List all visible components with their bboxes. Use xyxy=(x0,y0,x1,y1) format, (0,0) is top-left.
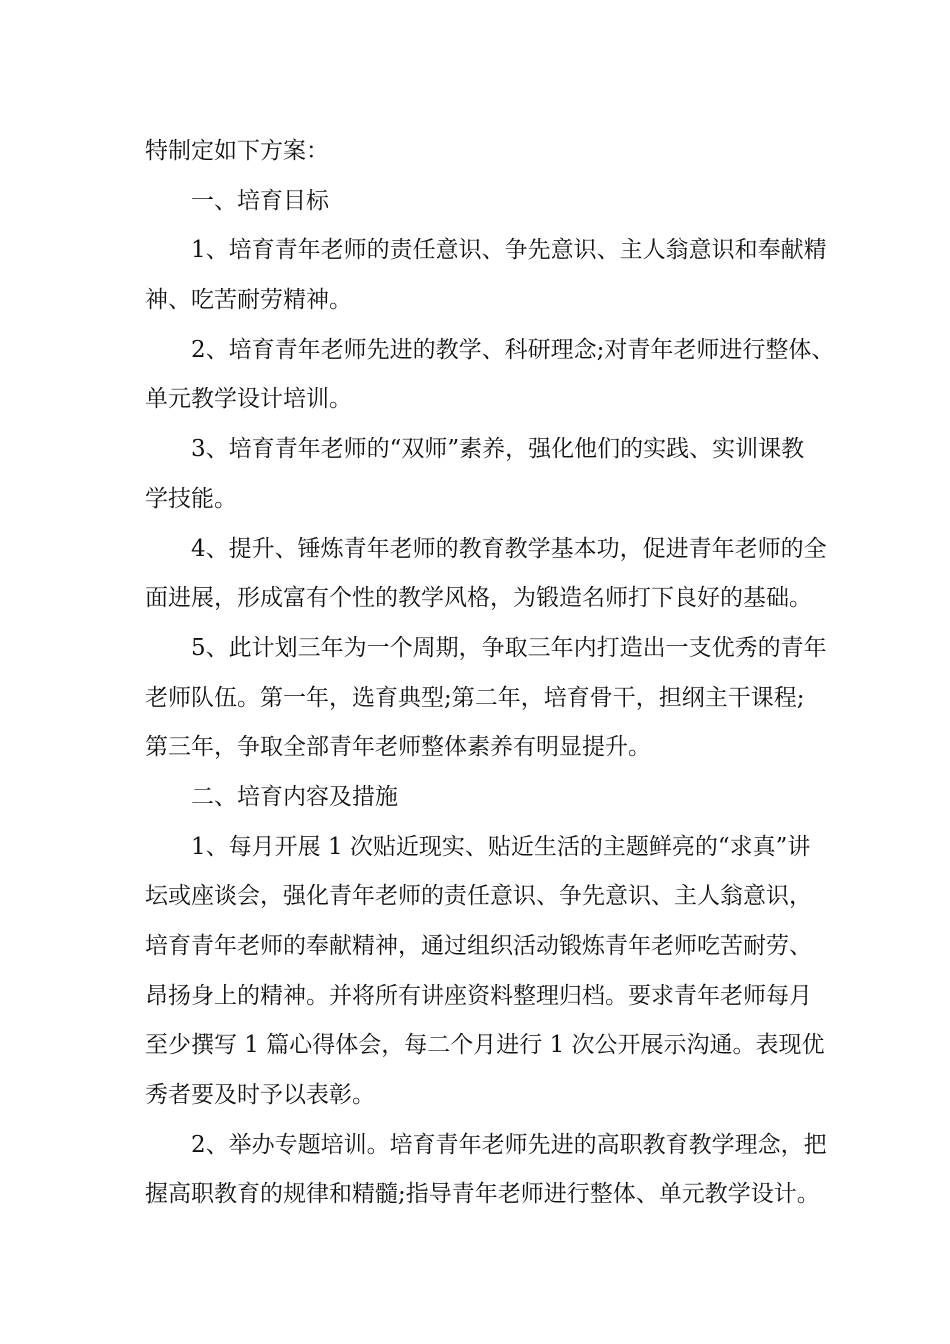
text-line-10: 面进展，形成富有个性的教学风格，为锻造名师打下良好的基础。 xyxy=(145,585,812,612)
text-line-5: 2、培育青年老师先进的教学、科研理念;对青年老师进行整体、 xyxy=(191,336,835,363)
text-line-8: 学技能。 xyxy=(145,485,237,512)
text-line-11: 5、此计划三年为一个周期，争取三年内打造出一支优秀的青年 xyxy=(191,634,827,661)
text-line-15: 1、每月开展 1 次贴近现实、贴近生活的主题鲜亮的“求真”讲 xyxy=(191,833,811,860)
text-line-3: 1、培育青年老师的责任意识、争先意识、主人翁意识和奉献精 xyxy=(191,237,827,264)
text-line-22: 握高职教育的规律和精髓;指导青年老师进行整体、单元教学设计。 xyxy=(145,1181,820,1208)
section-heading-content: 二、培育内容及措施 xyxy=(191,783,398,810)
text-line-19: 至少撰写 1 篇心得体会，每二个月进行 1 次公开展示沟通。表现优 xyxy=(145,1032,825,1059)
section-heading-goals: 一、培育目标 xyxy=(191,187,329,214)
text-line-20: 秀者要及时予以表彰。 xyxy=(145,1082,375,1109)
text-line-13: 第三年，争取全部青年老师整体素养有明显提升。 xyxy=(145,734,651,761)
text-line-18: 昂扬身上的精神。并将所有讲座资料整理归档。要求青年老师每月 xyxy=(145,982,812,1009)
text-line-12: 老师队伍。第一年，选育典型;第二年，培育骨干，担纲主干课程; xyxy=(145,684,805,711)
text-line-4: 神、吃苦耐劳精神。 xyxy=(145,287,352,314)
text-line-7: 3、培育青年老师的“双师”素养，强化他们的实践、实训课教 xyxy=(191,436,805,463)
document-body xyxy=(145,127,835,1220)
text-line-9: 4、提升、锤炼青年老师的教育教学基本功，促进青年老师的全 xyxy=(191,535,827,562)
text-line-21: 2、举办专题培训。培育青年老师先进的高职教育教学理念，把 xyxy=(191,1131,827,1158)
text-line-6: 单元教学设计培训。 xyxy=(145,386,352,413)
text-line-17: 培育青年老师的奉献精神，通过组织活动锻炼青年老师吃苦耐劳、 xyxy=(145,933,812,959)
text-line-1: 特制定如下方案： xyxy=(145,138,329,164)
text-line-16: 坛或座谈会，强化青年老师的责任意识、争先意识、主人翁意识， xyxy=(145,883,812,910)
